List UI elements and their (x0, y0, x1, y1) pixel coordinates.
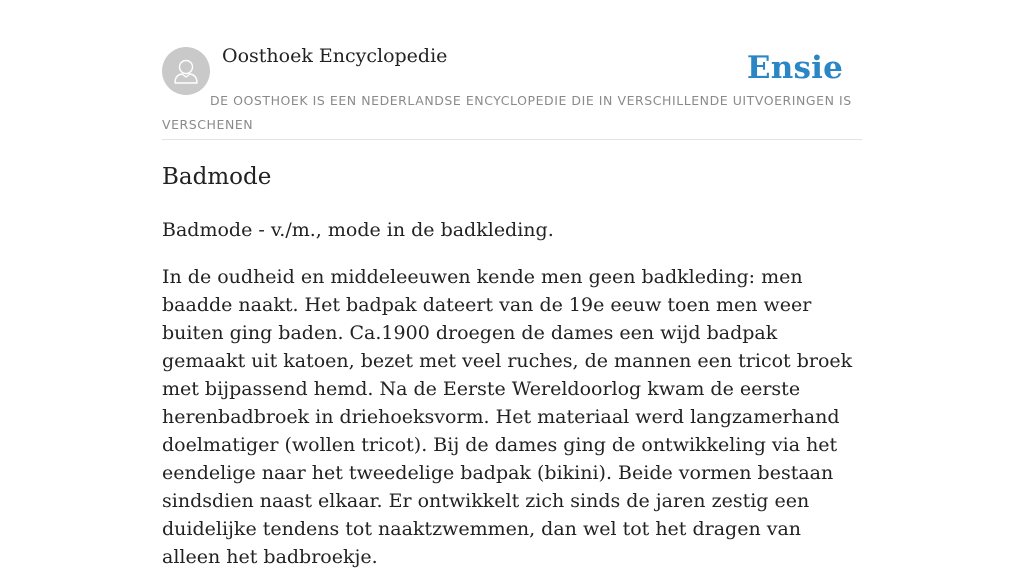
article-body: In de oudheid en middeleeuwen kende men geen badkleding: men baadde naakt. Het badpak dateert van de 19e eeuw toen men weer buiten ging baden. Ca.1900 droegen de dames een wijd badpak gemaakt uit katoen, bezet met veel ruches, de mannen een tricot broek met bijpassend hemd. Na de Eerste Wereldoorlog kwam de eerste herenbadbroek in driehoeksvorm. Het materiaal werd langzamerhand doelmatiger (wollen tricot). Bij de dames ging de ontwikkeling via het eendelige naar het tweedelige badpak (bikini). Beide vormen bestaan sindsdien naast elkaar. Er ontwikkelt zich sinds de jaren zestig een duidelijke tendens tot naaktzwemmen, dan wel tot het dragen van alleen het badbroekje. (162, 266, 853, 568)
brand-logo[interactable]: Ensie (746, 50, 843, 86)
article-title: Badmode (162, 164, 272, 190)
header (162, 0, 862, 140)
user-icon (162, 47, 210, 95)
page (162, 0, 862, 568)
source-name-link[interactable]: Oosthoek Encyclopedie (222, 45, 448, 67)
article-definition: Badmode - v./m., mode in de badkleding. (162, 219, 554, 241)
source-avatar[interactable] (162, 47, 210, 95)
source-description: DE OOSTHOEK IS EEN NEDERLANDSE ENCYCLOPEDIE DIE IN VERSCHILLENDE UITVOERINGEN IS VERSCHENEN (162, 93, 852, 132)
